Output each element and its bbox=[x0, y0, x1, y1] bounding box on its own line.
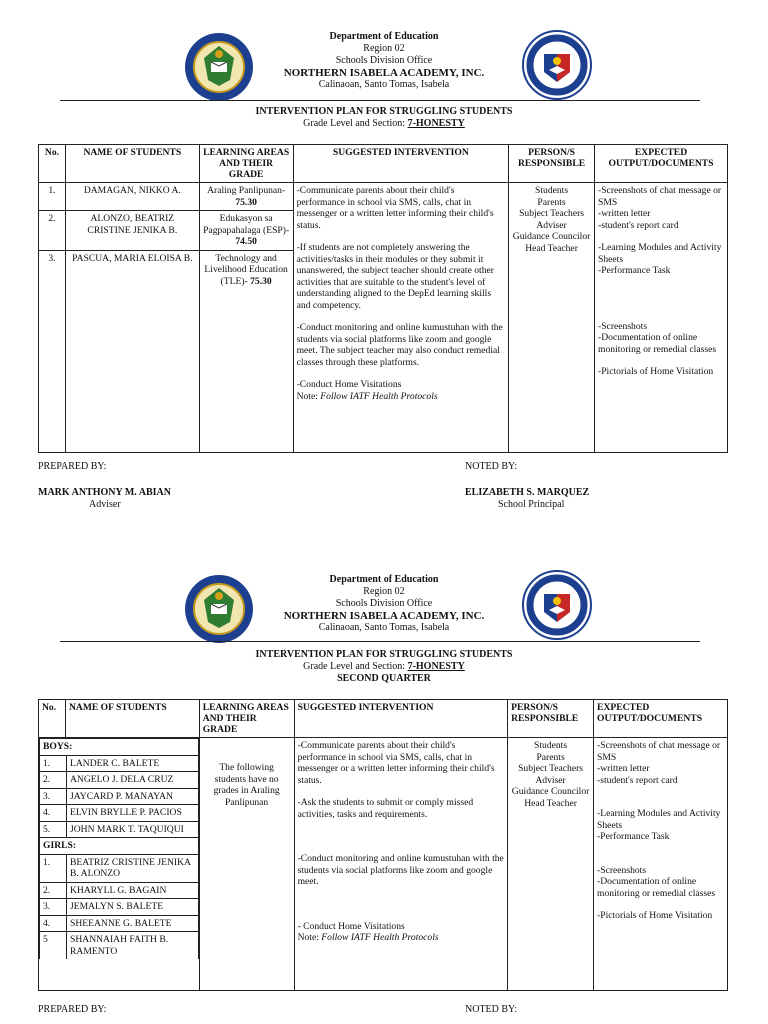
group-row bbox=[40, 739, 199, 756]
output-item: -Pictorials of Home Visitation bbox=[598, 366, 714, 377]
area-name: Edukasyon sa Pagpapahalaga (ESP)- bbox=[203, 213, 290, 236]
list-item bbox=[40, 772, 199, 789]
col-no: No. bbox=[39, 700, 66, 738]
department-name: Department of Education bbox=[329, 574, 439, 585]
student-no: 3. bbox=[40, 899, 67, 916]
note-text: Follow IATF Health Protocols bbox=[320, 390, 438, 402]
table-header-row bbox=[39, 700, 728, 738]
list-item bbox=[40, 755, 199, 772]
person-item: Subject Teachers bbox=[519, 208, 585, 219]
learning-area bbox=[199, 738, 294, 991]
plan-heading: INTERVENTION PLAN FOR STRUGGLING STUDENTS bbox=[255, 106, 513, 117]
plan-title bbox=[0, 649, 768, 685]
col-output: EXPECTED OUTPUT/DOCUMENTS bbox=[594, 700, 728, 738]
output-item: -written letter bbox=[598, 208, 651, 219]
list-item bbox=[40, 854, 199, 882]
output-item: -Documentation of online monitoring or remedial classes bbox=[598, 332, 717, 355]
student-name: DAMAGAN, NIKKO A. bbox=[65, 183, 199, 211]
col-intervention: SUGGESTED INTERVENTION bbox=[294, 700, 508, 738]
student-no: 4. bbox=[40, 915, 67, 932]
student-name: SHANNAIAH FAITH B. RAMENTO bbox=[67, 932, 199, 960]
person-item: Guidance Councilor bbox=[511, 786, 590, 797]
grade-level-section bbox=[0, 661, 768, 673]
output-item: -written letter bbox=[597, 763, 650, 774]
boys-label: BOYS: bbox=[40, 739, 199, 756]
student-list-table bbox=[39, 738, 199, 959]
person-item: Head Teacher bbox=[524, 797, 577, 809]
person-item: Head Teacher bbox=[525, 242, 578, 254]
student-name: ANGELO J. DELA CRUZ bbox=[67, 772, 199, 789]
output-item: -Screenshots bbox=[598, 320, 648, 332]
area-grade: 75.30 bbox=[235, 196, 257, 208]
quarter-label: SECOND QUARTER bbox=[337, 673, 431, 684]
student-no: 2. bbox=[40, 772, 67, 789]
student-no: 3. bbox=[39, 250, 66, 452]
division-office: Schools Division Office bbox=[335, 598, 433, 609]
list-item bbox=[40, 899, 199, 916]
grade-level-value: 7-HONESTY bbox=[407, 118, 465, 129]
persons-responsible bbox=[508, 738, 594, 991]
output-item: -Screenshots of chat message or SMS bbox=[597, 740, 721, 763]
department-name: Department of Education bbox=[329, 31, 439, 42]
col-learning-areas: LEARNING AREAS AND THEIR GRADE bbox=[199, 145, 293, 183]
school-name: NORTHERN ISABELA ACADEMY, INC. bbox=[283, 67, 485, 79]
person-item: Parents bbox=[536, 751, 565, 763]
output-item: -Performance Task bbox=[598, 265, 671, 276]
col-name: NAME OF STUDENTS bbox=[65, 700, 199, 738]
person-item: Subject Teachers bbox=[518, 763, 584, 774]
output-item: -student's report card bbox=[598, 219, 679, 231]
learning-area-note: The following students have no grades in Araling Panlipunan bbox=[213, 762, 280, 808]
prepared-by-label: PREPARED BY: bbox=[38, 461, 107, 472]
note-label: Note: bbox=[297, 932, 322, 943]
intervention-item: -Communicate parents about their child's performance in school via SMS, calls, chat in messenger or a written letter informing their child's status. bbox=[296, 185, 494, 231]
intervention-item: -Ask the students to submit or comply missed activities, tasks and requirements. bbox=[297, 797, 474, 820]
intervention-item: -Conduct monitoring and online kumustuhan with the students via social platforms like zoom and google meet. bbox=[297, 853, 504, 887]
student-name: KHARYLL G. BAGAIN bbox=[67, 882, 199, 899]
suggested-intervention bbox=[294, 738, 508, 991]
col-persons: PERSON/S RESPONSIBLE bbox=[508, 700, 594, 738]
col-no: No. bbox=[39, 145, 66, 183]
student-name: SHEEANNE G. BALETE bbox=[67, 915, 199, 932]
output-item: -Screenshots of chat message or SMS bbox=[598, 185, 722, 208]
student-no: 5. bbox=[40, 821, 67, 838]
noted-by-label: NOTED BY: bbox=[465, 461, 518, 472]
student-no: 1. bbox=[40, 854, 67, 882]
student-name: ALONZO, BEATRIZ CRISTINE JENIKA B. bbox=[65, 211, 199, 251]
student-no: 2. bbox=[39, 211, 66, 251]
person-item: Adviser bbox=[535, 774, 566, 786]
student-no: 5 bbox=[40, 932, 67, 960]
intervention-item: -If students are not completely answering the activities/tasks in their modules or they submit it unanswered, the subject teacher should create other activities that are suitable to the student's level of understanding aligned to the DepEd learning skills and competency. bbox=[296, 242, 494, 311]
table-row bbox=[39, 738, 728, 991]
output-item: -Documentation of online monitoring or remedial classes bbox=[597, 876, 716, 899]
region: Region 02 bbox=[363, 586, 405, 597]
grade-level-value: 7-HONESTY bbox=[407, 661, 465, 672]
school-address: Calinaoan, Santo Tomas, Isabela bbox=[318, 622, 450, 633]
area-grade: 74.50 bbox=[235, 236, 257, 247]
student-name: LANDER C. BALETE bbox=[67, 755, 199, 772]
group-row bbox=[40, 838, 199, 855]
expected-output bbox=[594, 738, 728, 991]
grade-level-label: Grade Level and Section: bbox=[303, 118, 408, 129]
col-persons: PERSON/S RESPONSIBLE bbox=[509, 145, 595, 183]
student-name: JEMALYN S. BALETE bbox=[67, 899, 199, 916]
intervention-item: - Conduct Home Visitations bbox=[297, 920, 405, 932]
student-no: 2. bbox=[40, 882, 67, 899]
division-office: Schools Division Office bbox=[335, 55, 433, 66]
output-item: -Pictorials of Home Visitation bbox=[597, 910, 713, 921]
header-divider bbox=[60, 641, 700, 642]
col-intervention: SUGGESTED INTERVENTION bbox=[293, 145, 509, 183]
output-item: -Screenshots bbox=[597, 864, 647, 876]
student-no: 3. bbox=[40, 788, 67, 805]
note-text: Follow IATF Health Protocols bbox=[321, 932, 439, 943]
area-grade: 75.30 bbox=[250, 275, 272, 287]
list-item bbox=[40, 932, 199, 960]
noted-by-label: NOTED BY: bbox=[465, 1004, 518, 1015]
school-name: NORTHERN ISABELA ACADEMY, INC. bbox=[283, 610, 485, 622]
student-list bbox=[39, 738, 200, 991]
student-no: 4. bbox=[40, 805, 67, 822]
prepared-by-name: MARK ANTHONY M. ABIAN bbox=[38, 487, 171, 498]
grade-level-label: Grade Level and Section: bbox=[303, 661, 408, 672]
noted-by-name: ELIZABETH S. MARQUEZ bbox=[465, 487, 590, 498]
list-item bbox=[40, 882, 199, 899]
output-item: -Learning Modules and Activity Sheets bbox=[597, 808, 721, 831]
student-name: BEATRIZ CRISTINE JENIKA B. ALONZO bbox=[67, 854, 199, 882]
prepared-by-role: Adviser bbox=[89, 499, 121, 510]
student-name: PASCUA, MARIA ELOISA B. bbox=[65, 250, 199, 452]
noted-by-role: School Principal bbox=[498, 499, 565, 510]
person-item: Students bbox=[535, 185, 569, 196]
student-name: JAYCARD P. MANAYAN bbox=[67, 788, 199, 805]
intervention-table bbox=[38, 699, 728, 991]
student-no: 1. bbox=[40, 755, 67, 772]
person-item: Adviser bbox=[536, 219, 567, 231]
intervention-item: -Conduct monitoring and online kumustuhan with the students via social platforms like zoom and google meet. The subject teacher may also conduct remedial classes through these platforms. bbox=[296, 322, 503, 368]
col-learning-areas: LEARNING AREAS AND THEIR GRADE bbox=[199, 700, 294, 738]
person-item: Parents bbox=[537, 196, 566, 208]
region: Region 02 bbox=[363, 43, 405, 54]
intervention-item: -Communicate parents about their child's performance in school via SMS, calls, chat in messenger or a written letter informing their child's status. bbox=[297, 740, 495, 786]
note bbox=[298, 932, 439, 943]
person-item: Guidance Councilor bbox=[512, 231, 591, 242]
list-item bbox=[40, 805, 199, 822]
col-output: EXPECTED OUTPUT/DOCUMENTS bbox=[595, 145, 728, 183]
col-name: NAME OF STUDENTS bbox=[65, 145, 199, 183]
school-address: Calinaoan, Santo Tomas, Isabela bbox=[318, 79, 450, 90]
student-name: ELVIN BRYLLE P. PACIOS bbox=[67, 805, 199, 822]
letterhead bbox=[0, 574, 768, 634]
list-item bbox=[40, 915, 199, 932]
list-item bbox=[40, 788, 199, 805]
output-item: -Performance Task bbox=[597, 831, 670, 842]
area-name: Araling Panlipunan- bbox=[207, 185, 286, 196]
student-no: 1. bbox=[39, 183, 66, 211]
area-name: Technology and Livelihood Education (TLE)- bbox=[204, 252, 288, 287]
student-name: JOHN MARK T. TAQUIQUI bbox=[67, 821, 199, 838]
girls-label: GIRLS: bbox=[40, 838, 199, 855]
prepared-by-label: PREPARED BY: bbox=[38, 1004, 107, 1015]
note-label: Note: bbox=[296, 390, 321, 402]
output-item: -Learning Modules and Activity Sheets bbox=[598, 242, 722, 265]
plan-heading: INTERVENTION PLAN FOR STRUGGLING STUDENTS bbox=[255, 649, 513, 660]
intervention-item: -Conduct Home Visitations bbox=[296, 379, 402, 390]
list-item bbox=[40, 821, 199, 838]
person-item: Students bbox=[534, 740, 568, 751]
output-item: -student's report card bbox=[597, 774, 678, 786]
